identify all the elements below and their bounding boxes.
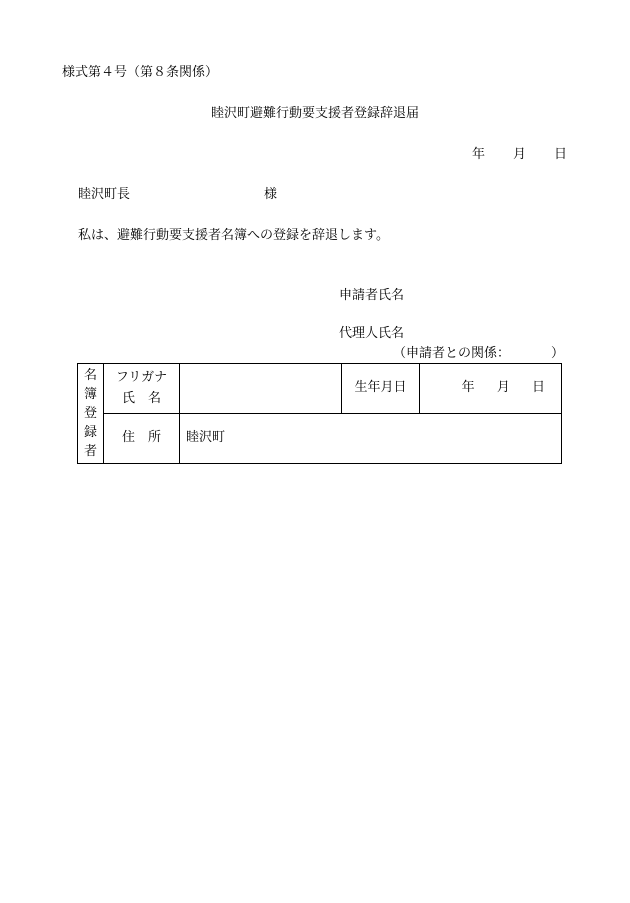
name-label-cell bbox=[104, 364, 180, 414]
form-number-label: 様式第４号（第８条関係） bbox=[62, 65, 219, 80]
birthdate-label: 生年月日 bbox=[342, 364, 420, 414]
relation-label: （申請者との関係： bbox=[393, 346, 511, 361]
address-label: 住 所 bbox=[104, 414, 180, 464]
birth-month-label: 月 bbox=[496, 380, 510, 396]
applicant-name-label: 申請者氏名 bbox=[339, 288, 405, 303]
relation-close-paren: ） bbox=[551, 346, 565, 361]
side-char: 録 bbox=[83, 425, 97, 440]
agent-name-label: 代理人氏名 bbox=[339, 326, 405, 341]
name-field[interactable] bbox=[180, 364, 342, 414]
document-title: 睦沢町避難行動要支援者登録辞退届 bbox=[210, 106, 419, 121]
addressee-name: 睦沢町長 bbox=[78, 187, 131, 202]
side-char: 登 bbox=[83, 406, 97, 421]
furigana-label: フリガナ bbox=[115, 369, 168, 385]
registrant-side-label bbox=[78, 364, 104, 464]
side-char: 名 bbox=[83, 368, 97, 383]
birth-year-label: 年 bbox=[461, 380, 475, 396]
birthdate-field[interactable] bbox=[420, 364, 562, 414]
date-day-label: 日 bbox=[554, 147, 568, 162]
side-char: 者 bbox=[83, 444, 97, 459]
side-char: 簿 bbox=[83, 387, 97, 402]
withdrawal-statement: 私は、避難行動要支援者名簿への登録を辞退します。 bbox=[78, 228, 389, 243]
birth-day-label: 日 bbox=[531, 380, 545, 396]
addressee-honorific: 様 bbox=[264, 187, 278, 202]
date-month-label: 月 bbox=[513, 147, 527, 162]
name-label: 氏 名 bbox=[121, 390, 161, 406]
date-year-label: 年 bbox=[472, 147, 486, 162]
address-field[interactable]: 睦沢町 bbox=[180, 414, 562, 464]
registrant-table bbox=[77, 363, 562, 464]
